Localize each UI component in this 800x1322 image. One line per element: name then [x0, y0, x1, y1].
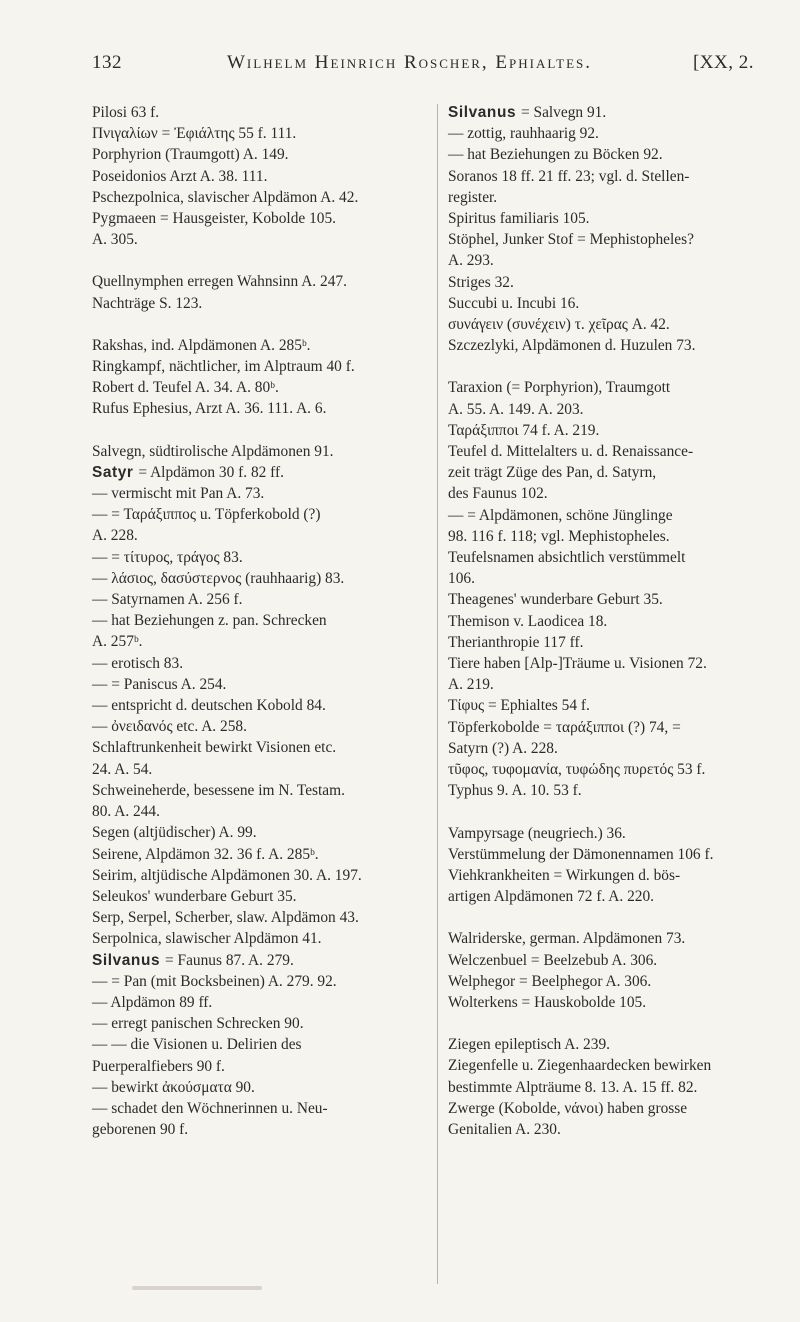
index-entry: Ziegenfelle u. Ziegenhaardecken bewirken: [448, 1057, 712, 1075]
index-entry: A. 257ᵇ.: [92, 633, 143, 651]
index-entry: Seirim, altjüdische Alpdämonen 30. A. 197.: [92, 866, 362, 884]
index-entry: συνάγειν (συνέχειν) τ. χεῖρας A. 42.: [448, 316, 670, 334]
page-number: 132: [92, 52, 122, 73]
running-title: Wilhelm Heinrich Roscher, Ephialtes.: [227, 52, 592, 73]
index-entry: — zottig, rauhhaarig 92.: [448, 125, 599, 143]
index-entry: Vampyrsage (neugriech.) 36.: [448, 824, 626, 842]
entry-gap: [448, 907, 768, 928]
index-entry: Therianthropie 117 ff.: [448, 633, 584, 651]
index-entry: Tiere haben [Alp-]Träume u. Visionen 72.: [448, 655, 707, 673]
index-entry: — schadet den Wöchnerinnen u. Neu-: [92, 1099, 328, 1117]
entry-gap: [448, 802, 768, 823]
index-entry: Verstümmelung der Dämonennamen 106 f.: [448, 845, 714, 863]
index-column-left: [92, 102, 432, 1140]
index-entry: Puerperalfiebers 90 f.: [92, 1057, 225, 1075]
index-entry: — hat Beziehungen z. pan. Schrecken: [92, 612, 327, 630]
index-entry: Nachträge S. 123.: [92, 294, 203, 312]
index-entry: Pygmaeen = Hausgeister, Kobolde 105.: [92, 210, 337, 228]
index-entry: — λάσιος, δασύστερνος (rauhhaarig) 83.: [92, 569, 345, 587]
entry-gap: [448, 1013, 768, 1034]
index-entry: A. 55. A. 149. A. 203.: [448, 400, 584, 418]
index-entry: Taraxion (= Porphyrion), Traumgott: [448, 379, 671, 397]
headword: Silvanus: [92, 951, 165, 969]
index-entry: Themison v. Laodicea 18.: [448, 612, 608, 630]
index-entry: — erregt panischen Schrecken 90.: [92, 1015, 304, 1033]
index-entry: — = τίτυρος, τράγος 83.: [92, 548, 243, 566]
index-entry: — — die Visionen u. Delirien des: [92, 1036, 302, 1054]
index-entry: Walriderske, german. Alpdämonen 73.: [448, 930, 686, 948]
entry-gap: [448, 356, 768, 377]
index-entry: Wolterkens = Hauskobolde 105.: [448, 993, 647, 1011]
index-entry: Ringkampf, nächtlicher, im Alptraum 40 f.: [92, 358, 355, 376]
index-entry: Spiritus familiaris 105.: [448, 210, 590, 228]
index-entry: Quellnymphen erregen Wahnsinn A. 247.: [92, 273, 347, 291]
index-entry: — = Paniscus A. 254.: [92, 675, 227, 693]
index-entry: Theagenes' wunderbare Geburt 35.: [448, 591, 663, 609]
index-entry: Ziegen epileptisch A. 239.: [448, 1036, 610, 1054]
index-entry: Rakshas, ind. Alpdämonen A. 285ᵇ.: [92, 336, 311, 354]
index-entry: Stöphel, Junker Stof = Mephistopheles?: [448, 231, 694, 249]
index-entry: A. 293.: [448, 252, 494, 270]
index-entry: Genitalien A. 230.: [448, 1120, 561, 1138]
index-entry: Ταράξιπποι 74 f. A. 219.: [448, 421, 600, 439]
entry-gap: [92, 314, 432, 335]
index-entry: geborenen 90 f.: [92, 1121, 189, 1139]
entry-gap: [92, 250, 432, 271]
index-entry: 24. A. 54.: [92, 760, 153, 778]
index-entry: — hat Beziehungen zu Böcken 92.: [448, 146, 663, 164]
index-entry: — ὀνειδανός etc. A. 258.: [92, 718, 247, 736]
index-entry: — bewirkt ἀκούσματα 90.: [92, 1078, 255, 1096]
index-entry: — = Pan (mit Bocksbeinen) A. 279. 92.: [92, 972, 337, 990]
index-entry: Silvanus = Faunus 87. A. 279.: [92, 951, 294, 969]
index-entry: artigen Alpdämonen 72 f. A. 220.: [448, 888, 655, 906]
index-entry: A. 228.: [92, 527, 138, 545]
index-entry: Robert d. Teufel A. 34. A. 80ᵇ.: [92, 379, 279, 397]
index-entry: Töpferkobolde = ταράξιπποι (?) 74, =: [448, 718, 681, 736]
index-entry: Τίφυς = Ephialtes 54 f.: [448, 697, 590, 715]
index-entry: Schlaftrunkenheit bewirkt Visionen etc.: [92, 739, 337, 757]
entry-gap: [92, 420, 432, 441]
index-column-right: [448, 102, 768, 1140]
index-entry: Satyr = Alpdämon 30 f. 82 ff.: [92, 463, 285, 481]
index-entry: Rufus Ephesius, Arzt A. 36. 111. A. 6.: [92, 400, 327, 418]
index-entry: Serp, Serpel, Scherber, slaw. Alpdämon 43.: [92, 909, 359, 927]
index-entry: Pilosi 63 f.: [92, 104, 160, 121]
index-entry: Pschezpolnica, slavischer Alpdämon A. 42.: [92, 188, 359, 206]
index-entry: des Faunus 102.: [448, 485, 548, 503]
index-entry: Teufel d. Mittelalters u. d. Renaissance-: [448, 443, 694, 461]
index-entry: — = Ταράξιππος u. Töpferkobold (?): [92, 506, 321, 524]
index-entry: 80. A. 244.: [92, 803, 160, 821]
index-entry: Striges 32.: [448, 273, 514, 291]
index-entry: Satyrn (?) A. 228.: [448, 739, 558, 757]
index-entry: Szczezlyki, Alpdämonen d. Huzulen 73.: [448, 337, 696, 355]
index-entry: Viehkrankheiten = Wirkungen d. bös-: [448, 866, 681, 884]
index-entry: Succubi u. Incubi 16.: [448, 294, 580, 312]
index-entry: Typhus 9. A. 10. 53 f.: [448, 782, 582, 800]
index-entry: bestimmte Alpträume 8. 13. A. 15 ff. 82.: [448, 1078, 698, 1096]
index-entry: Serpolnica, slawischer Alpdämon 41.: [92, 930, 322, 948]
index-entry: register.: [448, 188, 498, 206]
index-entry: Welczenbuel = Beelzebub A. 306.: [448, 951, 658, 969]
index-entry: Segen (altjüdischer) A. 99.: [92, 824, 257, 842]
index-entry: Zwerge (Kobolde, νάνοι) haben grosse: [448, 1099, 688, 1117]
page-header: [92, 52, 754, 82]
index-entry: Schweineherde, besessene im N. Testam.: [92, 781, 345, 799]
index-entry: Πνιγαλίων = Ἐφιάλτης 55 f. 111.: [92, 125, 297, 143]
index-entry: — Satyrnamen A. 256 f.: [92, 591, 243, 609]
index-entry: Silvanus = Salvegn 91.: [448, 104, 607, 121]
section-marker: [XX, 2.: [692, 52, 754, 73]
index-entry: zeit trägt Züge des Pan, d. Satyrn,: [448, 464, 657, 482]
index-entry: Soranos 18 ff. 21 ff. 23; vgl. d. Stellen-: [448, 167, 690, 185]
index-entry: — entspricht d. deutschen Kobold 84.: [92, 697, 326, 715]
index-entry: 106.: [448, 570, 475, 588]
index-entry: — = Alpdämonen, schöne Jünglinge: [448, 506, 673, 524]
index-entry: — erotisch 83.: [92, 654, 184, 672]
index-entry: A. 219.: [448, 676, 494, 694]
index-entry: Seirene, Alpdämon 32. 36 f. A. 285ᵇ.: [92, 845, 319, 863]
headword: Satyr: [92, 463, 139, 481]
index-entry: Salvegn, südtirolische Alpdämonen 91.: [92, 442, 334, 460]
index-entry: Teufelsnamen absichtlich verstümmelt: [448, 549, 686, 567]
index-entry: — Alpdämon 89 ff.: [92, 993, 213, 1011]
index-entry: Welphegor = Beelphegor A. 306.: [448, 972, 652, 990]
headword: Silvanus: [448, 104, 521, 121]
index-entry: Porphyrion (Traumgott) A. 149.: [92, 146, 289, 164]
column-divider: [437, 104, 438, 1284]
paper-smudge: [132, 1286, 262, 1290]
index-entry: Seleukos' wunderbare Geburt 35.: [92, 887, 297, 905]
index-entry: 98. 116 f. 118; vgl. Mephistopheles.: [448, 527, 670, 545]
index-entry: Poseidonios Arzt A. 38. 111.: [92, 167, 268, 185]
index-entry: A. 305.: [92, 231, 138, 249]
index-entry: — vermischt mit Pan A. 73.: [92, 485, 265, 503]
index-entry: τῦφος, τυφομανία, τυφώδης πυρετός 53 f.: [448, 761, 706, 779]
